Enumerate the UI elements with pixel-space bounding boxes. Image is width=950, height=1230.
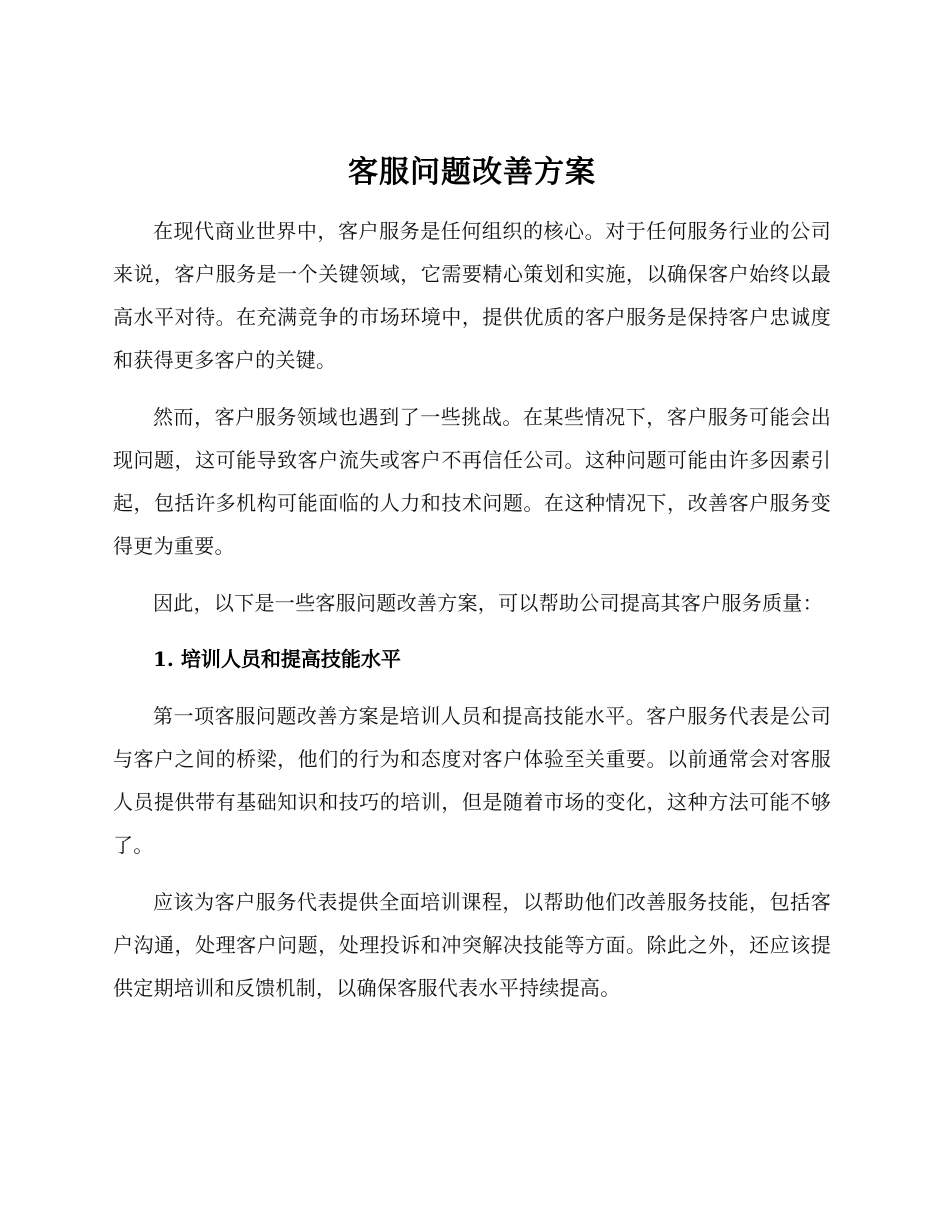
- intro-paragraph-3: 因此，以下是一些客服问题改善方案，可以帮助公司提高其客户服务质量：: [153, 591, 823, 615]
- intro-paragraph-2: 然而，客户服务领域也遇到了一些挑战。在某些情况下，客户服务可能会出现问题，这可能导致客户流失或客户不再信任公司。这种问题可能由许多因素引起，包括许多机构可能面临的人力和技术问题。在这种情况下，改善客户服务变得更为重要。: [113, 405, 831, 558]
- document-title: 客服问题改善方案: [348, 155, 596, 190]
- intro-paragraph-1: 在现代商业世界中，客户服务是任何组织的核心。对于任何服务行业的公司来说，客户服务是一个关键领域，它需要精心策划和实施，以确保客户始终以最高水平对待。在充满竞争的市场环境中，提供优质的客户服务是保持客户忠诚度和获得更多客户的关键。: [113, 219, 831, 372]
- section-1-paragraph-2: 应该为客户服务代表提供全面培训课程，以帮助他们改善服务技能，包括客户沟通，处理客户问题，处理投诉和冲突解决技能等方面。除此之外，还应该提供定期培训和反馈机制，以确保客服代表水平持续提高。: [113, 890, 831, 1000]
- section-1-paragraph-1: 第一项客服问题改善方案是培训人员和提高技能水平。客户服务代表是公司与客户之间的桥梁，他们的行为和态度对客户体验至关重要。以前通常会对客服人员提供带有基础知识和技巧的培训，但是随着市场的变化，这种方法可能不够了。: [113, 704, 831, 857]
- section-1-heading: 1. 培训人员和提高技能水平: [153, 647, 401, 671]
- document-content: [113, 150, 831, 1024]
